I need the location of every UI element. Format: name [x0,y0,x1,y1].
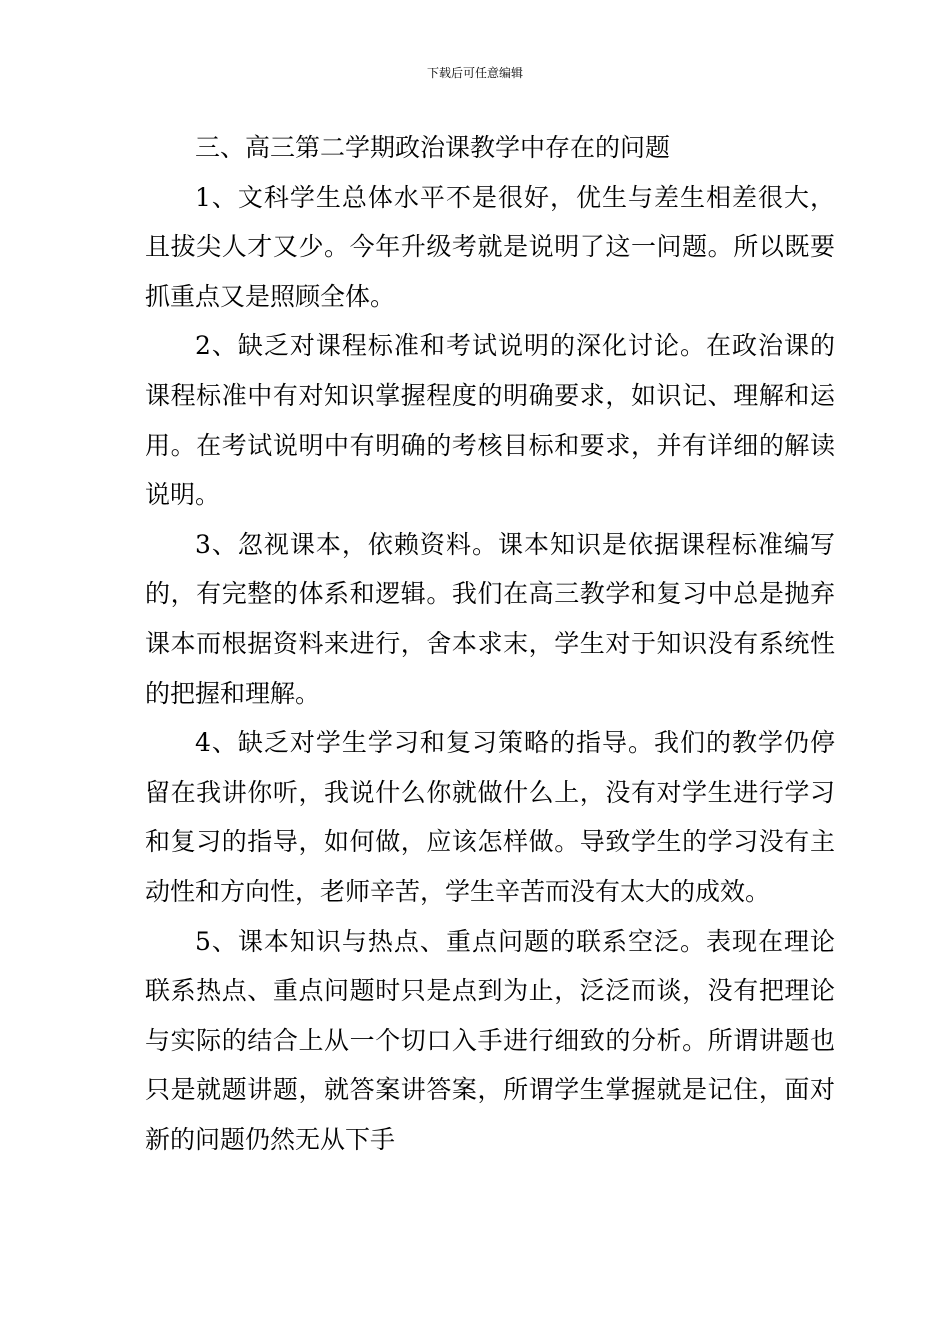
document-body [145,123,835,1164]
paragraph-2: 2、缺乏对课程标准和考试说明的深化讨论。在政治课的课程标准中有对知识掌握程度的明确要求，如识记、理解和运用。在考试说明中有明确的考核目标和要求，并有详细的解读说明。 [145,331,835,510]
paragraph-3: 3、忽视课本，依赖资料。课本知识是依据课程标准编写的，有完整的体系和逻辑。我们在高三教学和复习中总是抛弃课本而根据资料来进行，舍本求末，学生对于知识没有系统性的把握和理解。 [145,529,835,708]
section-heading: 三、高三第二学期政治课教学中存在的问题 [195,133,671,162]
paragraph-1: 1、文科学生总体水平不是很好，优生与差生相差很大，且拔尖人才又少。今年升级考就是说明了这一问题。所以既要抓重点又是照顾全体。 [145,182,835,311]
paragraph-5: 5、课本知识与热点、重点问题的联系空泛。表现在理论联系热点、重点问题时只是点到为止，泛泛而谈，没有把理论与实际的结合上从一个切口入手进行细致的分析。所谓讲题也只是就题讲题，就答案讲答案，所谓学生掌握就是记住，面对新的问题仍然无从下手 [145,926,835,1154]
paragraph-4: 4、缺乏对学生学习和复习策略的指导。我们的教学仍停留在我讲你听，我说什么你就做什么上，没有对学生进行学习和复习的指导，如何做，应该怎样做。导致学生的学习没有主动性和方向性，老师辛苦，学生辛苦而没有太大的成效。 [145,728,835,906]
header-editable-note: 下载后可任意编辑 [426,66,523,80]
